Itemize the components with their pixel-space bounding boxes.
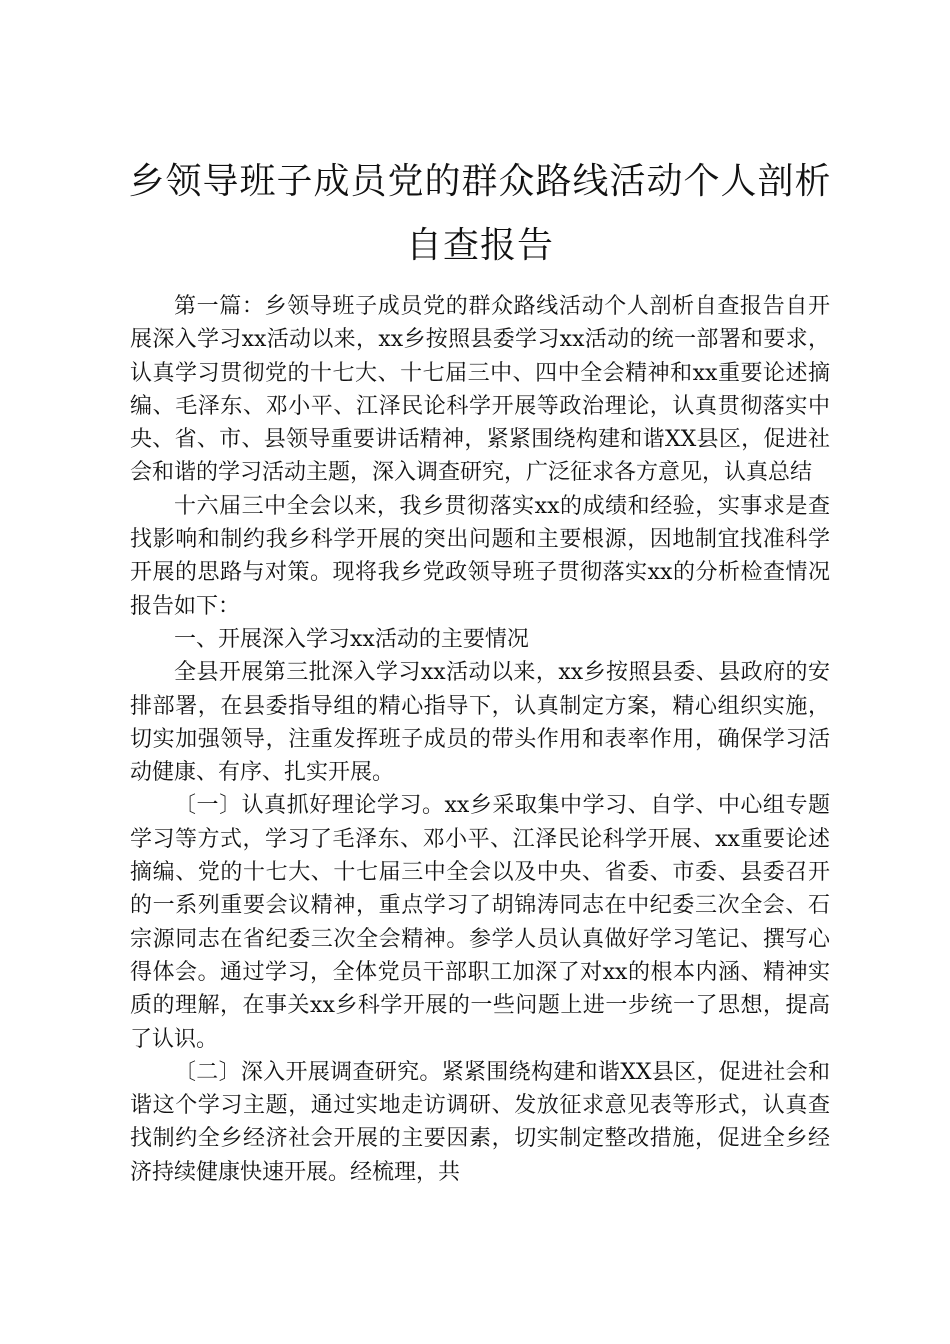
section-heading-main-situation: 一、开展深入学习xx活动的主要情况 xyxy=(174,626,529,652)
paragraph-investigation: 〔二〕深入开展调查研究。紧紧围绕构建和谐XX县区，促进社会和谐这个学习主题，通过实地走访调研、发放征求意见表等形式，认真查找制约全乡经济社会开展的主要因素，切实制定整改措施，促进全乡经济持续健康快速开展。经梳理，共 xyxy=(130,1059,830,1185)
paragraph-theory-study: 〔一〕认真抓好理论学习。xx乡采取集中学习、自学、中心组专题学习等方式，学习了毛泽东、邓小平、江泽民论科学开展、xx重要论述摘编、党的十七大、十七届三中全会以及中央、省委、市委、县委召开的一系列重要会议精神，重点学习了胡锦涛同志在中纪委三次全会、石宗源同志在省纪委三次全会精神。参学人员认真做好学习笔记、撰写心得体会。通过学习，全体党员干部职工加深了对xx的根本内涵、精神实质的理解，在事关xx乡科学开展的一些问题上进一步统一了思想，提高了认识。 xyxy=(130,793,830,1052)
paragraph-continuation: 十六届三中全会以来，我乡贯彻落实xx的成绩和经验，实事求是查找影响和制约我乡科学开展的突出问题和主要根源，因地制宜找准科学开展的思路与对策。现将我乡党政领导班子贯彻落实xx的分析检查情况报告如下： xyxy=(130,493,830,619)
document-title: 乡领导班子成员党的群众路线活动个人剖析自查报告 xyxy=(128,161,832,266)
paragraph-intro: 第一篇：乡领导班子成员党的群众路线活动个人剖析自查报告自开展深入学习xx活动以来，xx乡按照县委学习xx活动的统一部署和要求，认真学习贯彻党的十七大、十七届三中、四中全会精神和xx重要论述摘编、毛泽东、邓小平、江泽民论科学开展等政治理论，认真贯彻落实中央、省、市、县领导重要讲话精神，紧紧围绕构建和谐XX县区，促进社会和谐的学习活动主题，深入调查研究，广泛征求各方意见，认真总结 xyxy=(130,294,830,486)
document-body xyxy=(130,290,830,1189)
paragraph-county-activity: 全县开展第三批深入学习xx活动以来，xx乡按照县委、县政府的安排部署，在县委指导组的精心指导下，认真制定方案，精心组织实施，切实加强领导，注重发挥班子成员的带头作用和表率作用，确保学习活动健康、有序、扎实开展。 xyxy=(130,660,830,786)
